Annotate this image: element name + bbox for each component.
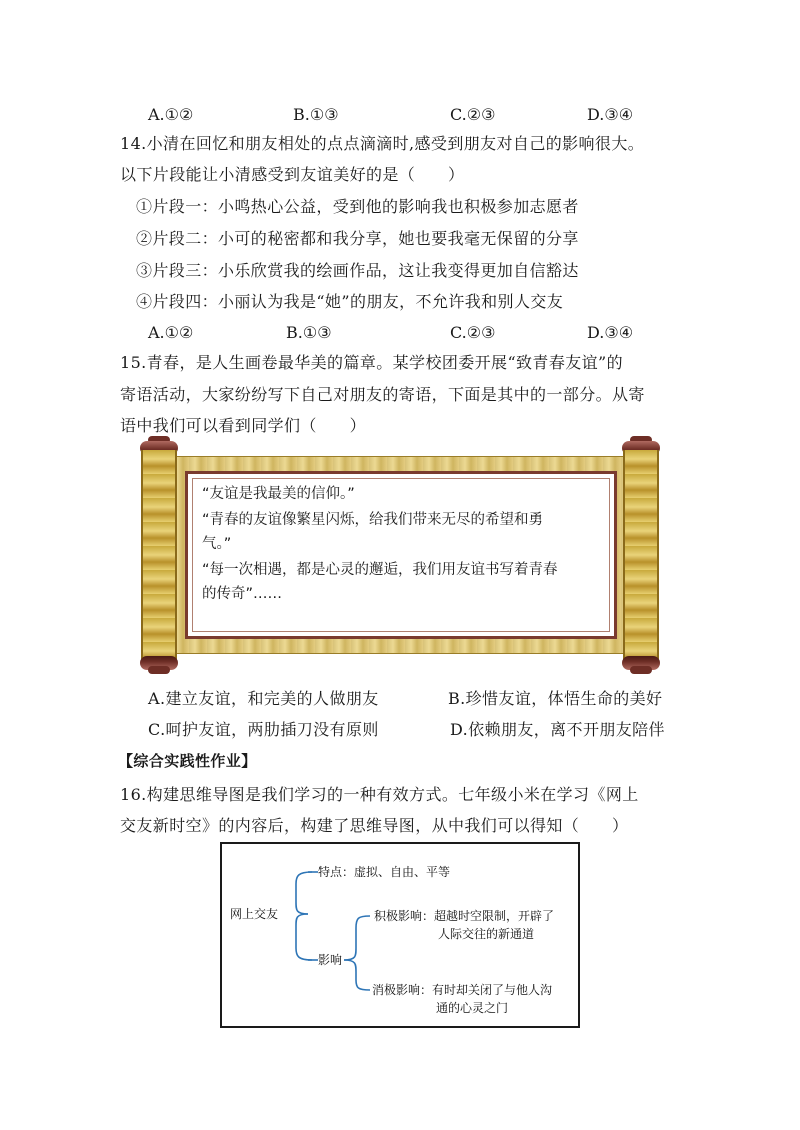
mindmap-negative-1: 消极影响：有时却关闭了与他人沟 xyxy=(372,983,553,997)
mindmap-impact: 影响 xyxy=(318,953,343,967)
mindmap-traits: 特点：虚拟、自由、平等 xyxy=(318,865,451,879)
q14-item-4: ④片段四：小丽认为我是“她”的朋友，不允许我和别人交友 xyxy=(136,292,564,311)
mindmap-root: 网上交友 xyxy=(230,907,279,921)
q13-option-b: B.①③ xyxy=(293,105,339,124)
q14-item-3: ③片段三：小乐欣赏我的绘画作品，这让我变得更加自信豁达 xyxy=(136,261,579,280)
section-title: 【综合实践性作业】 xyxy=(118,752,257,770)
q14-option-d: D.③④ xyxy=(587,323,634,342)
q15-stem-line2: 寄语活动，大家纷纷写下自己对朋友的寄语，下面是其中的一部分。从寄 xyxy=(120,385,645,404)
q15-stem-line3: 语中我们可以看到同学们（ ） xyxy=(120,416,367,435)
q15-option-a: A.建立友谊，和完美的人做朋友 xyxy=(148,689,379,708)
q13-option-a: A.①② xyxy=(148,105,194,124)
q14-stem-line2: 以下片段能让小清感受到友谊美好的是（ ） xyxy=(120,165,465,184)
mindmap xyxy=(220,842,580,1028)
q16-stem-line1: 16.构建思维导图是我们学习的一种有效方式。七年级小米在学习《网上 xyxy=(120,785,639,804)
q15-option-c: C.呵护友谊，两肋插刀没有原则 xyxy=(148,720,379,739)
q15-option-b: B.珍惜友谊，体悟生命的美好 xyxy=(448,689,663,708)
mindmap-positive-1: 积极影响：超越时空限制，开辟了 xyxy=(374,909,555,923)
quote-4: “每一次相遇，都是心灵的邂逅，我们用友谊书写着青春 xyxy=(202,562,558,578)
mindmap-positive-2: 人际交往的新通道 xyxy=(438,927,535,941)
q14-option-c: C.②③ xyxy=(450,323,496,342)
mindmap-negative-2: 通的心灵之门 xyxy=(436,1001,509,1015)
quote-1: “友谊是我最美的信仰。” xyxy=(202,486,355,502)
scroll-roller-right xyxy=(623,450,659,660)
q16-stem-line2: 交友新时空》的内容后，构建了思维导图，从中我们可以得知（ ） xyxy=(120,816,629,835)
q15-stem-line1: 15.青春，是人生画卷最华美的篇章。某学校团委开展“致青春友谊”的 xyxy=(120,353,624,372)
quote-3: 气。” xyxy=(202,536,232,552)
scroll-illustration xyxy=(140,436,660,674)
q14-item-2: ②片段二：小可的秘密都和我分享，她也要我毫无保留的分享 xyxy=(136,229,579,248)
quote-2: “青春的友谊像繁星闪烁，给我们带来无尽的希望和勇 xyxy=(202,512,544,528)
q14-option-a: A.①② xyxy=(148,323,194,342)
q14-option-b: B.①③ xyxy=(286,323,332,342)
quote-5: 的传奇”…… xyxy=(202,586,283,602)
q14-stem-line1: 14.小清在回忆和朋友相处的点点滴滴时,感受到朋友对自己的影响很大。 xyxy=(120,134,645,153)
q13-option-c: C.②③ xyxy=(450,105,496,124)
scroll-roller-left xyxy=(141,450,177,660)
q14-item-1: ①片段一：小鸣热心公益，受到他的影响我也积极参加志愿者 xyxy=(136,197,579,216)
scroll-sheet xyxy=(170,456,632,654)
scroll-frame xyxy=(185,471,617,639)
q13-option-d: D.③④ xyxy=(587,105,634,124)
q15-option-d: D.依赖朋友，离不开朋友陪伴 xyxy=(450,720,665,739)
